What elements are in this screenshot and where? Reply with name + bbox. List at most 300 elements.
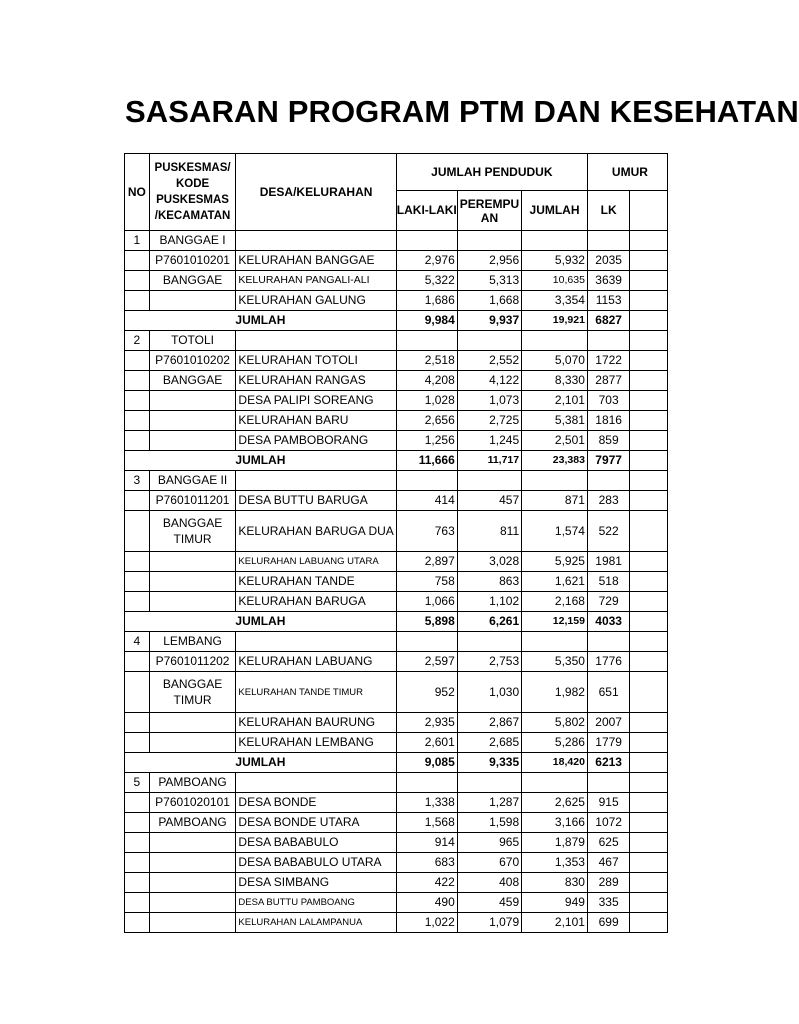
empty-cell	[630, 411, 668, 431]
perempuan-value: 1,102	[457, 592, 521, 612]
total-lk: 7977	[587, 451, 629, 471]
empty-cell	[630, 913, 668, 933]
empty-cell	[630, 753, 668, 773]
table-row	[125, 431, 668, 451]
desa-name: KELURAHAN GALUNG	[236, 291, 396, 311]
table-row	[125, 351, 668, 371]
desa-name: DESA BONDE UTARA	[236, 813, 396, 833]
header-umur: UMUR	[587, 154, 667, 191]
jumlah-value: 2,101	[522, 913, 588, 933]
table-row	[125, 853, 668, 873]
table-row	[125, 873, 668, 893]
header-laki: LAKI-LAKI	[396, 191, 457, 231]
empty-cell	[630, 371, 668, 391]
table-row	[125, 592, 668, 612]
population-table	[124, 153, 668, 933]
empty-cell	[125, 833, 150, 853]
empty-cell	[522, 331, 588, 351]
puskesmas-cell: P7601010202	[149, 351, 236, 371]
jumlah-value: 8,330	[522, 371, 588, 391]
empty-cell	[125, 672, 150, 713]
table-row	[125, 733, 668, 753]
empty-cell	[236, 632, 396, 652]
laki-value: 2,518	[396, 351, 457, 371]
laki-value: 4,208	[396, 371, 457, 391]
jumlah-value: 3,354	[522, 291, 588, 311]
group-header-row	[125, 632, 668, 652]
table-row	[125, 291, 668, 311]
laki-value: 1,028	[396, 391, 457, 411]
row-no: 2	[125, 331, 150, 351]
desa-name: DESA BUTTU PAMBOANG	[236, 893, 396, 913]
empty-cell	[630, 511, 668, 552]
laki-value: 2,897	[396, 552, 457, 572]
perempuan-value: 2,867	[457, 713, 521, 733]
desa-name: KELURAHAN BARUGA	[236, 592, 396, 612]
empty-cell	[125, 652, 150, 672]
desa-name: KELURAHAN BARU	[236, 411, 396, 431]
empty-cell	[396, 231, 457, 251]
total-row	[125, 451, 668, 471]
empty-cell	[630, 271, 668, 291]
jumlah-value: 1,574	[522, 511, 588, 552]
lk-value: 651	[587, 672, 629, 713]
empty-cell	[125, 572, 150, 592]
empty-cell	[396, 632, 457, 652]
lk-value: 335	[587, 893, 629, 913]
jumlah-label: JUMLAH	[125, 311, 397, 331]
row-no: 1	[125, 231, 150, 251]
empty-cell	[630, 351, 668, 371]
empty-cell	[457, 331, 521, 351]
desa-name: KELURAHAN TANDE TIMUR	[236, 672, 396, 713]
empty-cell	[125, 893, 150, 913]
puskesmas-name: LEMBANG	[149, 632, 236, 652]
lk-value: 915	[587, 793, 629, 813]
perempuan-value: 459	[457, 893, 521, 913]
empty-cell	[236, 331, 396, 351]
group-header-row	[125, 773, 668, 793]
lk-value: 467	[587, 853, 629, 873]
empty-cell	[125, 713, 150, 733]
puskesmas-cell: PAMBOANG	[149, 813, 236, 833]
empty-cell	[587, 471, 629, 491]
jumlah-value: 871	[522, 491, 588, 511]
perempuan-value: 670	[457, 853, 521, 873]
perempuan-value: 1,668	[457, 291, 521, 311]
total-jumlah: 12,159	[522, 612, 588, 632]
empty-cell	[236, 471, 396, 491]
empty-cell	[630, 391, 668, 411]
table-row	[125, 552, 668, 572]
lk-value: 625	[587, 833, 629, 853]
empty-cell	[125, 873, 150, 893]
laki-value: 422	[396, 873, 457, 893]
table-row	[125, 511, 668, 552]
puskesmas-cell	[149, 291, 236, 311]
total-lk: 6827	[587, 311, 629, 331]
laki-value: 1,066	[396, 592, 457, 612]
perempuan-value: 863	[457, 572, 521, 592]
empty-cell	[587, 331, 629, 351]
total-lk: 4033	[587, 612, 629, 632]
laki-value: 1,256	[396, 431, 457, 451]
laki-value: 2,656	[396, 411, 457, 431]
table-row	[125, 271, 668, 291]
lk-value: 283	[587, 491, 629, 511]
puskesmas-cell	[149, 391, 236, 411]
empty-cell	[125, 251, 150, 271]
header-desa: DESA/KELURAHAN	[236, 154, 396, 231]
lk-value: 699	[587, 913, 629, 933]
lk-value: 1816	[587, 411, 629, 431]
desa-name: KELURAHAN LEMBANG	[236, 733, 396, 753]
empty-cell	[630, 552, 668, 572]
puskesmas-cell	[149, 733, 236, 753]
perempuan-value: 2,685	[457, 733, 521, 753]
jumlah-label: JUMLAH	[125, 753, 397, 773]
empty-cell	[236, 773, 396, 793]
table-row	[125, 672, 668, 713]
table-row	[125, 391, 668, 411]
laki-value: 2,976	[396, 251, 457, 271]
laki-value: 763	[396, 511, 457, 552]
jumlah-value: 5,070	[522, 351, 588, 371]
lk-value: 1072	[587, 813, 629, 833]
desa-name: DESA BONDE	[236, 793, 396, 813]
group-header-row	[125, 471, 668, 491]
total-jumlah: 18,420	[522, 753, 588, 773]
empty-cell	[630, 813, 668, 833]
perempuan-value: 1,245	[457, 431, 521, 451]
empty-cell	[236, 231, 396, 251]
table-row	[125, 371, 668, 391]
jumlah-value: 1,621	[522, 572, 588, 592]
jumlah-value: 5,286	[522, 733, 588, 753]
table-row	[125, 572, 668, 592]
empty-cell	[630, 733, 668, 753]
total-jumlah: 19,921	[522, 311, 588, 331]
puskesmas-cell: BANGGAE	[149, 371, 236, 391]
puskesmas-cell	[149, 552, 236, 572]
empty-cell	[630, 291, 668, 311]
table-row	[125, 813, 668, 833]
jumlah-value: 2,101	[522, 391, 588, 411]
jumlah-value: 1,982	[522, 672, 588, 713]
row-no: 3	[125, 471, 150, 491]
header-perempuan: PEREMPU AN	[457, 191, 521, 231]
laki-value: 490	[396, 893, 457, 913]
empty-cell	[630, 853, 668, 873]
laki-value: 914	[396, 833, 457, 853]
empty-cell	[396, 773, 457, 793]
empty-cell	[125, 391, 150, 411]
table-row	[125, 833, 668, 853]
empty-cell	[630, 592, 668, 612]
perempuan-value: 1,598	[457, 813, 521, 833]
perempuan-value: 457	[457, 491, 521, 511]
empty-cell	[522, 231, 588, 251]
total-jumlah: 23,383	[522, 451, 588, 471]
perempuan-value: 1,073	[457, 391, 521, 411]
empty-cell	[630, 773, 668, 793]
laki-value: 414	[396, 491, 457, 511]
empty-cell	[630, 672, 668, 713]
empty-cell	[396, 471, 457, 491]
empty-cell	[630, 471, 668, 491]
total-perempuan: 6,261	[457, 612, 521, 632]
empty-cell	[630, 311, 668, 331]
jumlah-value: 1,353	[522, 853, 588, 873]
table-row	[125, 411, 668, 431]
empty-cell	[630, 632, 668, 652]
empty-cell	[630, 833, 668, 853]
empty-cell	[125, 271, 150, 291]
desa-name: DESA BABABULO UTARA	[236, 853, 396, 873]
perempuan-value: 1,079	[457, 913, 521, 933]
perempuan-value: 2,753	[457, 652, 521, 672]
laki-value: 758	[396, 572, 457, 592]
empty-cell	[125, 491, 150, 511]
table-row	[125, 251, 668, 271]
total-laki: 9,984	[396, 311, 457, 331]
empty-cell	[522, 471, 588, 491]
empty-cell	[630, 572, 668, 592]
puskesmas-cell: BANGGAE TIMUR	[149, 511, 236, 552]
jumlah-value: 830	[522, 873, 588, 893]
lk-value: 518	[587, 572, 629, 592]
lk-value: 729	[587, 592, 629, 612]
empty-cell	[522, 632, 588, 652]
lk-value: 2035	[587, 251, 629, 271]
table-row	[125, 893, 668, 913]
row-no: 5	[125, 773, 150, 793]
laki-value: 5,322	[396, 271, 457, 291]
perempuan-value: 2,956	[457, 251, 521, 271]
empty-cell	[125, 733, 150, 753]
laki-value: 1,338	[396, 793, 457, 813]
lk-value: 1981	[587, 552, 629, 572]
empty-cell	[125, 411, 150, 431]
table-row	[125, 491, 668, 511]
empty-cell	[522, 773, 588, 793]
empty-cell	[457, 471, 521, 491]
lk-value: 703	[587, 391, 629, 411]
jumlah-value: 5,925	[522, 552, 588, 572]
table-row	[125, 652, 668, 672]
total-laki: 11,666	[396, 451, 457, 471]
jumlah-value: 5,350	[522, 652, 588, 672]
empty-cell	[125, 913, 150, 933]
empty-cell	[630, 713, 668, 733]
empty-cell	[630, 612, 668, 632]
desa-name: DESA BUTTU BARUGA	[236, 491, 396, 511]
puskesmas-cell	[149, 893, 236, 913]
empty-cell	[630, 793, 668, 813]
perempuan-value: 1,030	[457, 672, 521, 713]
header-blank	[630, 191, 668, 231]
puskesmas-cell	[149, 431, 236, 451]
desa-name: KELURAHAN TANDE	[236, 572, 396, 592]
desa-name: KELURAHAN BARUGA DUA	[236, 511, 396, 552]
empty-cell	[125, 813, 150, 833]
empty-cell	[457, 632, 521, 652]
jumlah-value: 2,625	[522, 793, 588, 813]
desa-name: DESA PALIPI SOREANG	[236, 391, 396, 411]
desa-name: KELURAHAN LABUANG UTARA	[236, 552, 396, 572]
empty-cell	[125, 592, 150, 612]
perempuan-value: 2,552	[457, 351, 521, 371]
perempuan-value: 3,028	[457, 552, 521, 572]
laki-value: 1,686	[396, 291, 457, 311]
desa-name: DESA SIMBANG	[236, 873, 396, 893]
empty-cell	[587, 231, 629, 251]
total-lk: 6213	[587, 753, 629, 773]
group-header-row	[125, 231, 668, 251]
empty-cell	[125, 351, 150, 371]
puskesmas-name: BANGGAE I	[149, 231, 236, 251]
jumlah-value: 1,879	[522, 833, 588, 853]
puskesmas-cell: P7601011202	[149, 652, 236, 672]
table-row	[125, 913, 668, 933]
header-jumlah: JUMLAH	[522, 191, 588, 231]
puskesmas-cell: P7601020101	[149, 793, 236, 813]
jumlah-value: 2,501	[522, 431, 588, 451]
puskesmas-cell: P7601010201	[149, 251, 236, 271]
jumlah-label: JUMLAH	[125, 451, 397, 471]
table-row	[125, 793, 668, 813]
empty-cell	[630, 652, 668, 672]
desa-name: KELURAHAN TOTOLI	[236, 351, 396, 371]
jumlah-value: 5,932	[522, 251, 588, 271]
perempuan-value: 1,287	[457, 793, 521, 813]
empty-cell	[125, 431, 150, 451]
empty-cell	[630, 431, 668, 451]
perempuan-value: 965	[457, 833, 521, 853]
empty-cell	[125, 371, 150, 391]
puskesmas-cell	[149, 873, 236, 893]
total-row	[125, 612, 668, 632]
perempuan-value: 811	[457, 511, 521, 552]
lk-value: 3639	[587, 271, 629, 291]
perempuan-value: 408	[457, 873, 521, 893]
laki-value: 683	[396, 853, 457, 873]
empty-cell	[125, 552, 150, 572]
empty-cell	[587, 632, 629, 652]
desa-name: KELURAHAN BANGGAE	[236, 251, 396, 271]
desa-name: KELURAHAN LABUANG	[236, 652, 396, 672]
lk-value: 1779	[587, 733, 629, 753]
empty-cell	[630, 251, 668, 271]
empty-cell	[630, 451, 668, 471]
empty-cell	[396, 331, 457, 351]
page-title: SASARAN PROGRAM PTM DAN KESEHATAN	[125, 94, 799, 129]
lk-value: 2007	[587, 713, 629, 733]
header-row-1	[125, 154, 668, 191]
puskesmas-cell	[149, 572, 236, 592]
header-no: NO	[125, 154, 150, 231]
empty-cell	[587, 773, 629, 793]
perempuan-value: 5,313	[457, 271, 521, 291]
jumlah-value: 3,166	[522, 813, 588, 833]
lk-value: 1776	[587, 652, 629, 672]
header-puskesmas: PUSKESMAS/ KODE PUSKESMAS /KECAMATAN	[149, 154, 236, 231]
desa-name: DESA PAMBOBORANG	[236, 431, 396, 451]
puskesmas-cell: BANGGAE	[149, 271, 236, 291]
laki-value: 2,601	[396, 733, 457, 753]
empty-cell	[630, 331, 668, 351]
empty-cell	[125, 291, 150, 311]
lk-value: 1153	[587, 291, 629, 311]
empty-cell	[457, 231, 521, 251]
header-lk: LK	[587, 191, 629, 231]
perempuan-value: 2,725	[457, 411, 521, 431]
puskesmas-cell: P7601011201	[149, 491, 236, 511]
laki-value: 2,597	[396, 652, 457, 672]
jumlah-label: JUMLAH	[125, 612, 397, 632]
total-perempuan: 11,717	[457, 451, 521, 471]
desa-name: KELURAHAN RANGAS	[236, 371, 396, 391]
desa-name: KELURAHAN BAURUNG	[236, 713, 396, 733]
jumlah-value: 10,635	[522, 271, 588, 291]
total-perempuan: 9,335	[457, 753, 521, 773]
puskesmas-cell	[149, 592, 236, 612]
puskesmas-cell: BANGGAE TIMUR	[149, 672, 236, 713]
laki-value: 952	[396, 672, 457, 713]
laki-value: 2,935	[396, 713, 457, 733]
row-no: 4	[125, 632, 150, 652]
empty-cell	[125, 793, 150, 813]
desa-name: KELURAHAN LALAMPANUA	[236, 913, 396, 933]
empty-cell	[630, 893, 668, 913]
jumlah-value: 5,381	[522, 411, 588, 431]
table-row	[125, 713, 668, 733]
empty-cell	[457, 773, 521, 793]
empty-cell	[630, 491, 668, 511]
puskesmas-cell	[149, 853, 236, 873]
puskesmas-cell	[149, 411, 236, 431]
total-laki: 9,085	[396, 753, 457, 773]
total-perempuan: 9,937	[457, 311, 521, 331]
lk-value: 289	[587, 873, 629, 893]
empty-cell	[630, 873, 668, 893]
empty-cell	[125, 511, 150, 552]
jumlah-value: 2,168	[522, 592, 588, 612]
desa-name: KELURAHAN PANGALI-ALI	[236, 271, 396, 291]
lk-value: 522	[587, 511, 629, 552]
desa-name: DESA BABABULO	[236, 833, 396, 853]
puskesmas-name: BANGGAE II	[149, 471, 236, 491]
puskesmas-cell	[149, 833, 236, 853]
empty-cell	[125, 853, 150, 873]
lk-value: 859	[587, 431, 629, 451]
puskesmas-cell	[149, 913, 236, 933]
puskesmas-name: PAMBOANG	[149, 773, 236, 793]
header-jumlah-penduduk: JUMLAH PENDUDUK	[396, 154, 587, 191]
lk-value: 2877	[587, 371, 629, 391]
puskesmas-name: TOTOLI	[149, 331, 236, 351]
jumlah-value: 5,802	[522, 713, 588, 733]
perempuan-value: 4,122	[457, 371, 521, 391]
laki-value: 1,568	[396, 813, 457, 833]
laki-value: 1,022	[396, 913, 457, 933]
lk-value: 1722	[587, 351, 629, 371]
total-row	[125, 311, 668, 331]
total-laki: 5,898	[396, 612, 457, 632]
puskesmas-cell	[149, 713, 236, 733]
jumlah-value: 949	[522, 893, 588, 913]
empty-cell	[630, 231, 668, 251]
